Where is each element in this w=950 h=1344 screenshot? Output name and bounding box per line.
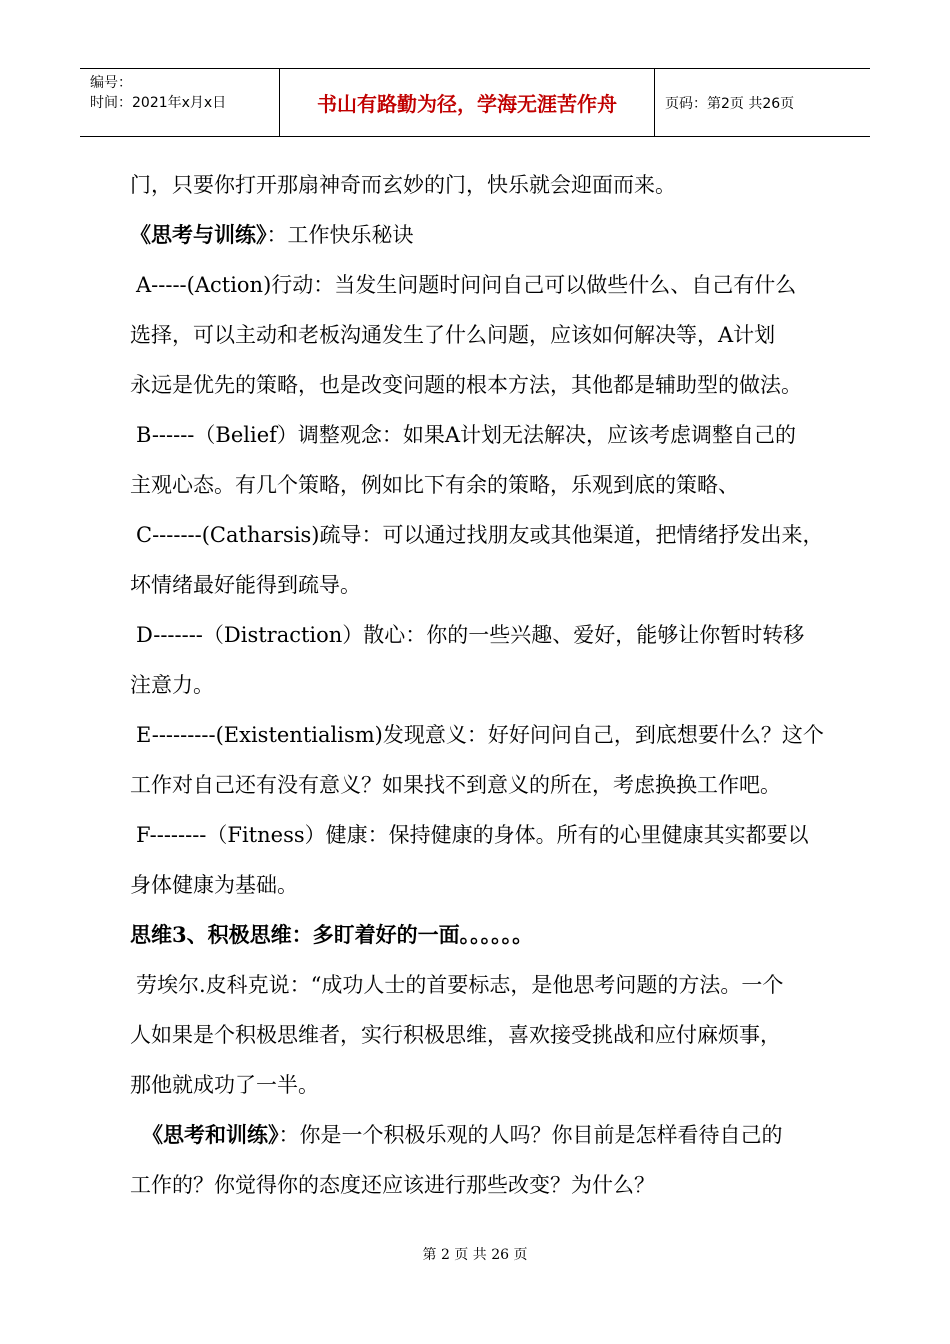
body-line: 工作对自己还有没有意义？如果找不到意义的所在，考虑换换工作吧。 [130, 773, 781, 797]
page-header [80, 68, 870, 137]
body-line: 身体健康为基础。 [130, 873, 298, 897]
body-line: 注意力。 [130, 673, 214, 697]
document-body [130, 160, 855, 1210]
body-line: 坏情绪最好能得到疏导。 [130, 573, 361, 597]
section-heading-rest: ：你是一个积极乐观的人吗？你目前是怎样看待自己的 [278, 1123, 783, 1147]
body-line: 工作的？你觉得你的态度还应该进行那些改变？为什么？ [130, 1173, 655, 1197]
page-footer: 第 2 页 共 26 页 [422, 1247, 528, 1263]
body-line: 门，只要你打开那扇神奇而玄妙的门，快乐就会迎面而来。 [130, 173, 676, 197]
body-line: 主观心态。有几个策略，例如比下有余的策略，乐观到底的策略、 [130, 473, 739, 497]
body-line: 选择，可以主动和老板沟通发生了什么问题，应该如何解决等，A计划 [130, 323, 776, 347]
body-line: 劳埃尔.皮科克说：“成功人士的首要标志，是他思考问题的方法。一个 [136, 973, 784, 997]
document-number-label: 编号： [90, 75, 132, 91]
document-date-label: 时间：2021年x月x日 [90, 95, 227, 111]
section-heading-line [130, 1110, 855, 1160]
body-line: 永远是优先的策略，也是改变问题的根本方法，其他都是辅助型的做法。 [130, 373, 802, 397]
body-line: E---------(Existentialism)发现意义：好好问问自己，到底想要什么？这个 [136, 723, 824, 747]
header-page-number: 页码：第2页 共26页 [665, 95, 795, 112]
section-heading-rest: ：工作快乐秘诀 [266, 223, 414, 247]
body-line: C-------(Catharsis)疏导：可以通过找朋友或其他渠道，把情绪抒发出来， [136, 523, 824, 547]
section-heading-line [130, 210, 855, 260]
body-line: A-----(Action)行动：当发生问题时问问自己可以做些什么、自己有什么 [136, 273, 797, 297]
section-heading: 《思考和训练》 [142, 1122, 279, 1147]
header-meta [80, 69, 280, 136]
section-heading: 《思考与训练》 [130, 222, 267, 247]
body-line: 那他就成功了一半。 [130, 1073, 319, 1097]
body-line: 人如果是个积极思维者，实行积极思维，喜欢接受挑战和应付麻烦事， [130, 1023, 781, 1047]
body-line: D-------（Distraction）散心：你的一些兴趣、爱好，能够让你暂时转移 [136, 623, 805, 647]
body-line: B------（Belief）调整观念：如果A计划无法解决，应该考虑调整自己的 [136, 423, 797, 447]
subsection-heading: 思维3、积极思维：多盯着好的一面。。。。。。 [130, 922, 534, 947]
body-line: F--------（Fitness）健康：保持健康的身体。所有的心里健康其实都要以 [136, 823, 809, 847]
header-motto: 书山有路勤为径，学海无涯苦作舟 [280, 69, 655, 136]
